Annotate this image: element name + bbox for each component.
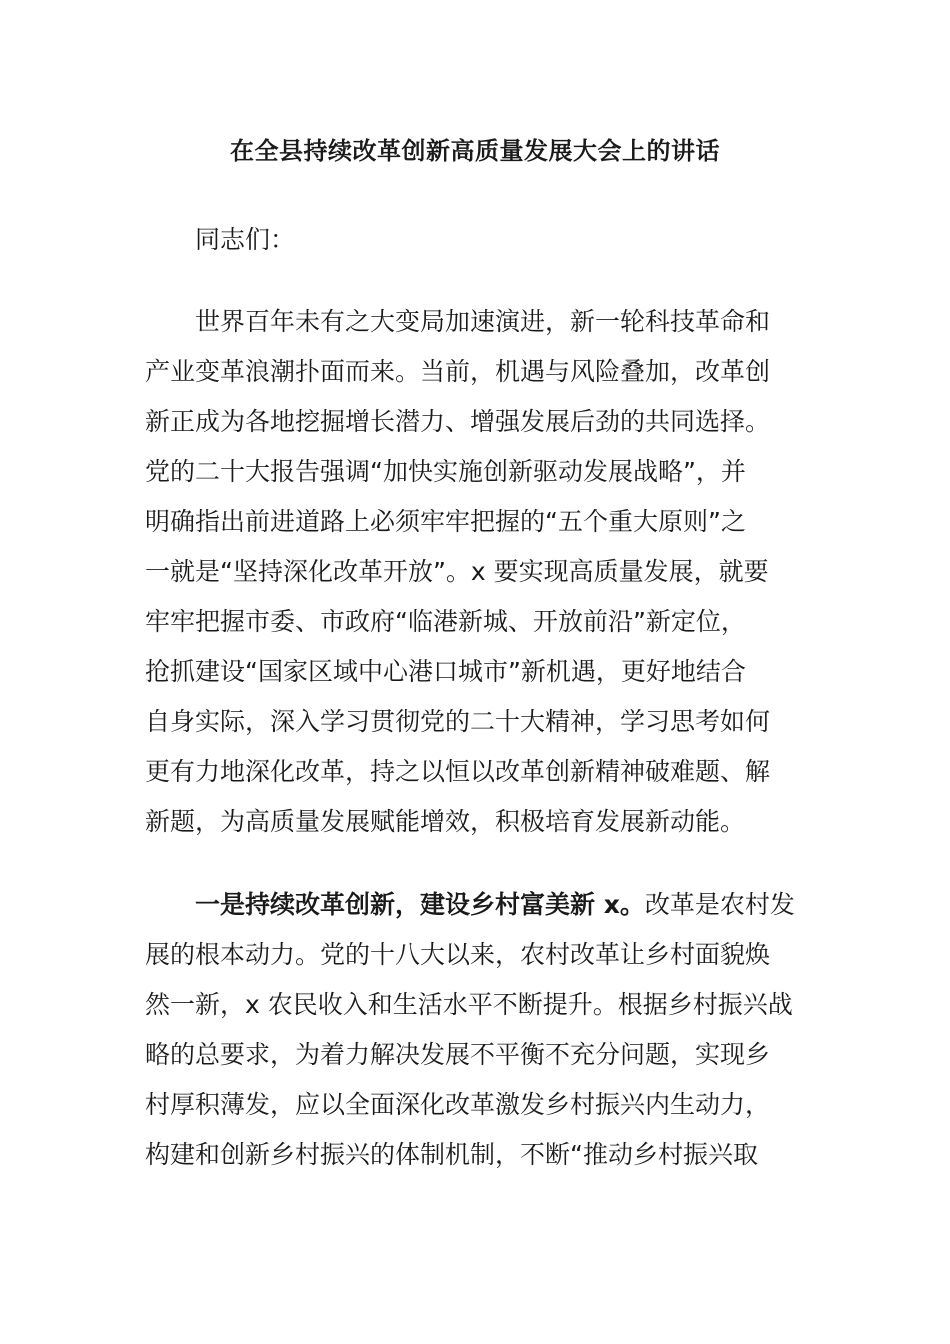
paragraph-line: 产业变革浪潮扑面而来。当前，机遇与风险叠加，改革创	[145, 357, 771, 386]
salutation: 同志们：	[195, 225, 296, 254]
paragraph-line: 更有力地深化改革，持之以恒以改革创新精神破难题、解	[145, 757, 771, 786]
paragraph-line: 牢牢把握市委、市政府“临港新城、开放前沿”新定位，	[145, 607, 746, 636]
paragraph-2	[145, 880, 815, 1180]
document-title: 在全县持续改革创新高质量发展大会上的讲话	[230, 137, 720, 165]
paragraph-line: 新题，为高质量发展赋能增效，积极培育发展新动能。	[145, 807, 746, 836]
paragraph-text: 改革是农村发	[644, 890, 795, 919]
paragraph-line: 党的二十大报告强调“加快实施创新驱动发展战略”，并	[145, 457, 746, 486]
paragraph-line: 展的根本动力。党的十八大以来，农村改革让乡村面貌焕	[145, 940, 771, 969]
paragraph-line: 略的总要求，为着力解决发展不平衡不充分问题，实现乡	[145, 1040, 771, 1069]
paragraph-line: 新正成为各地挖掘增长潜力、增强发展后劲的共同选择。	[145, 407, 771, 436]
paragraph-line: 构建和创新乡村振兴的体制机制，不断“推动乡村振兴取	[145, 1140, 758, 1169]
paragraph-line: 明确指出前进道路上必须牢牢把握的“五个重大原则”之	[145, 507, 746, 536]
paragraph-line: 抢抓建设“国家区域中心港口城市”新机遇，更好地结合	[145, 657, 746, 686]
paragraph-line: 村厚积薄发，应以全面深化改革激发乡村振兴内生动力，	[145, 1090, 771, 1119]
section-heading: 一是持续改革创新，建设乡村富美新 x。	[195, 890, 645, 919]
paragraph-line: 自身实际，深入学习贯彻党的二十大精神，学习思考如何	[145, 707, 771, 736]
paragraph-first-line	[145, 880, 815, 930]
paragraph-1	[145, 297, 815, 847]
paragraph-line: 一就是“坚持深化改革开放”。x 要实现高质量发展，就要	[145, 557, 769, 586]
paragraph-line: 然一新，x 农民收入和生活水平不断提升。根据乡村振兴战	[145, 990, 793, 1019]
paragraph-line: 世界百年未有之大变局加速演进，新一轮科技革命和	[195, 307, 771, 336]
